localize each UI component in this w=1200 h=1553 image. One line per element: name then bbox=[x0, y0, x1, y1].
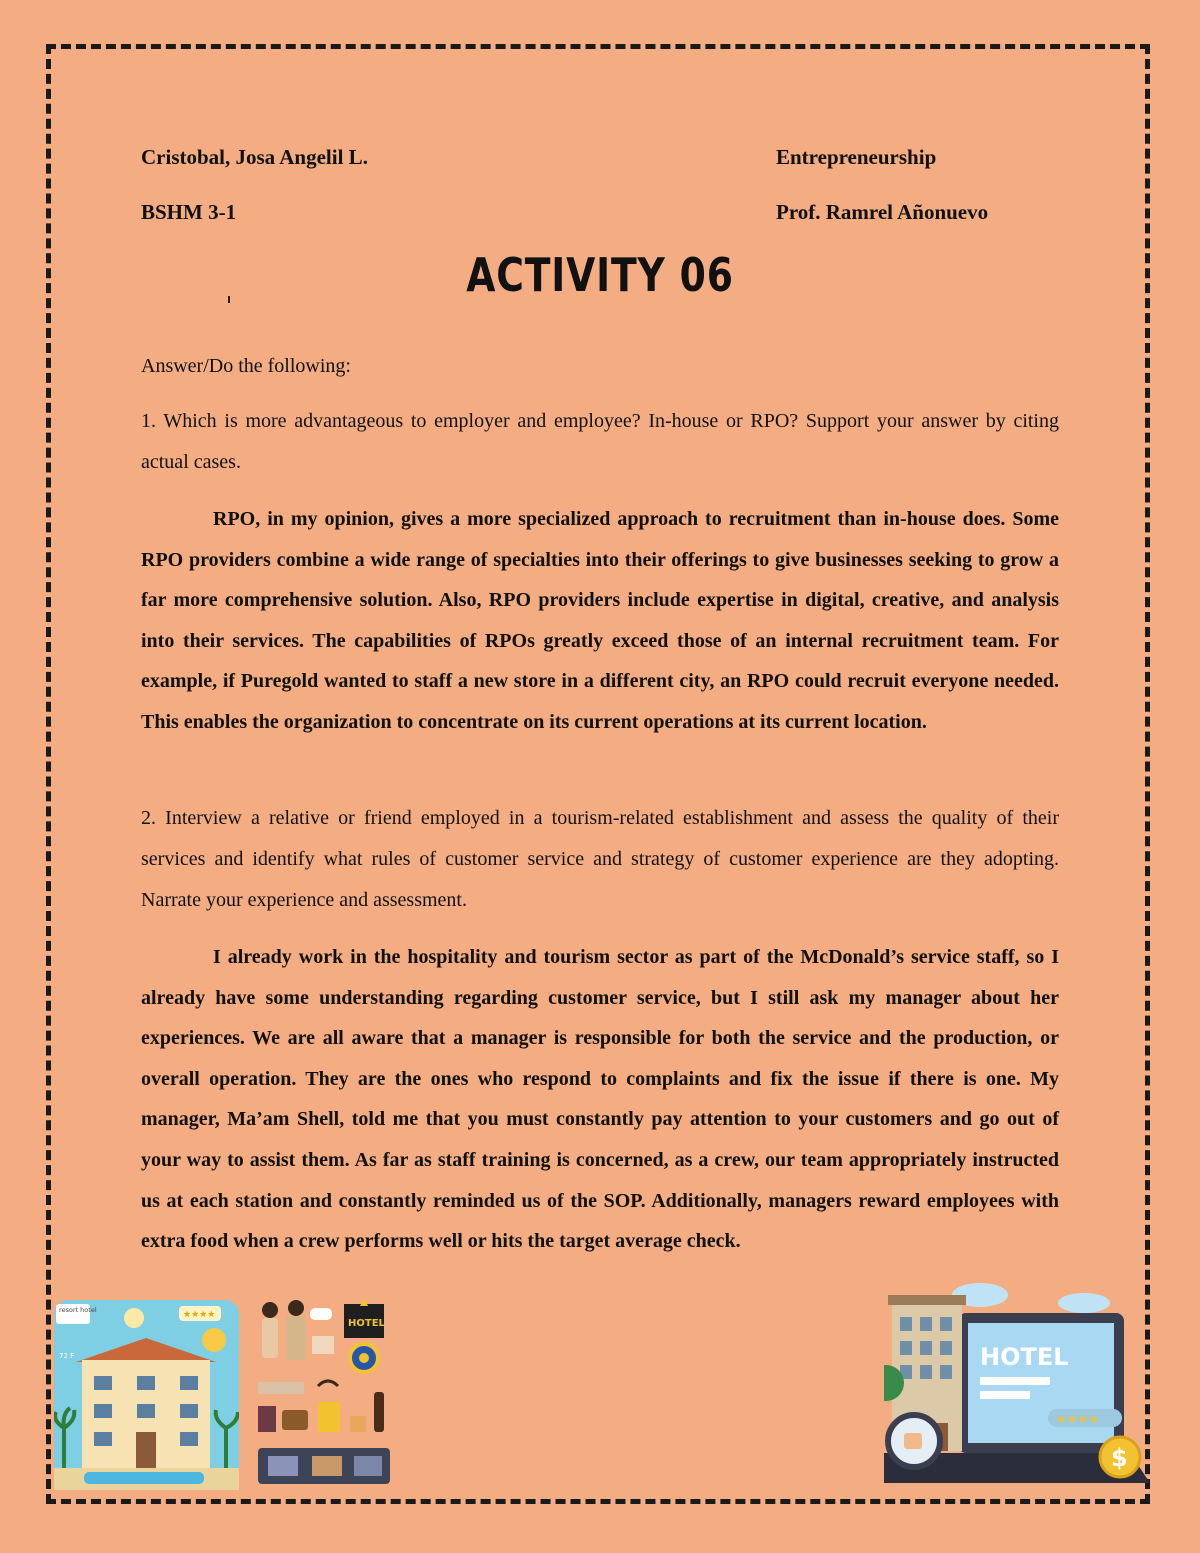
hotel-booking-illustration bbox=[884, 1273, 1150, 1495]
resort-hotel-illustration bbox=[54, 1300, 239, 1490]
question-2-answer: I already work in the hospitality and tourism sector as part of the McDonald’s service staff, so I already have some understanding regarding customer service, but I still ask my manager about her experiences. We are all aware that a manager is responsible for both the service and the production, or overall operation. They are the ones who respond to complaints and fix the issue if there is one. My manager, Ma’am Shell, told me that you must constantly pay attention to your customers and go out of your way to assist them. As far as staff training is concerned, as a crew, our team appropriately instructed us at each station and constantly reminded us of the SOP. Additionally, managers reward employees with extra food when a crew performs well or hits the target average check. bbox=[141, 946, 1059, 1253]
rating-stars: ★★★★ bbox=[183, 1309, 216, 1319]
coin-symbol: $ bbox=[1111, 1444, 1128, 1472]
question-1-prompt: 1. Which is more advantageous to employer and employee? In-house or RPO? Support your answer by citing actual cases. bbox=[141, 410, 1059, 473]
review-stars: ★★★★ bbox=[1056, 1412, 1100, 1426]
hotel-badge-text: HOTEL bbox=[348, 1318, 385, 1329]
student-name: Cristobal, Josa Angelil L. bbox=[141, 145, 368, 169]
section: BSHM 3-1 bbox=[141, 200, 237, 224]
question-2-prompt: 2. Interview a relative or friend employed in a tourism-related establishment and assess the quality of their services and identify what rules of customer service and strategy of customer experience are they adopting. Narrate your experience and assessment. bbox=[141, 807, 1059, 911]
temperature-text: 72 F bbox=[59, 1352, 75, 1360]
resort-sign-text: resort hotel bbox=[59, 1306, 97, 1314]
laptop-hotel-text: HOTEL bbox=[980, 1343, 1069, 1371]
professor: Prof. Ramrel Añonuevo bbox=[776, 200, 989, 224]
subject: Entrepreneurship bbox=[776, 145, 937, 169]
page-title: ACTIVITY 06 bbox=[466, 248, 734, 302]
stray-mark bbox=[228, 296, 230, 303]
hotel-staff-illustration bbox=[254, 1298, 394, 1488]
question-1-answer: RPO, in my opinion, gives a more specialized approach to recruitment than in-house does. Some RPO providers combine a wide range of specialties into their offerings to give businesses seeking to grow a far more comprehensive solution. Also, RPO providers include expertise in digital, creative, and analysis into their services. The capabilities of RPOs greatly exceed those of an internal recruitment team. For example, if Puregold wanted to staff a new store in a different city, an RPO could recruit everyone needed. This enables the organization to concentrate on its current operations at its current location. bbox=[141, 508, 1059, 733]
instructions: Answer/Do the following: bbox=[141, 355, 351, 377]
